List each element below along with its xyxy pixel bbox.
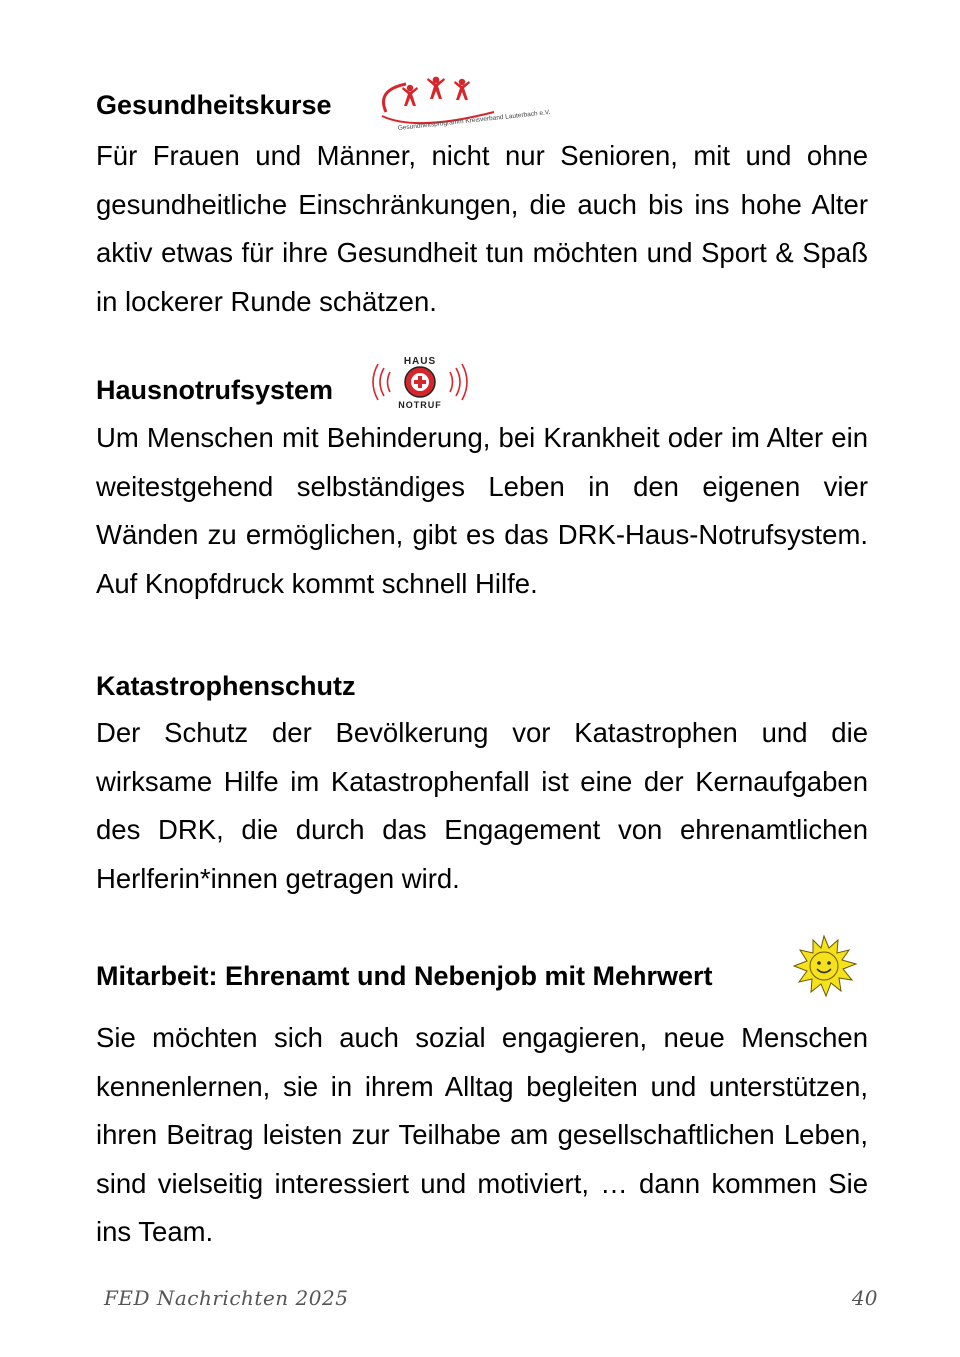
section-heading-hausnotrufsystem: Hausnotrufsystem bbox=[96, 375, 334, 405]
hausnotruf-top-text: HAUS bbox=[403, 356, 437, 367]
page-number: 40 bbox=[852, 1286, 878, 1310]
hausnotruf-logo-icon bbox=[368, 352, 472, 412]
section-heading-mitarbeit: Mitarbeit: Ehrenamt und Nebenjob mit Mehrwert bbox=[96, 961, 713, 991]
gesundheitsprogramm-logo-icon bbox=[376, 72, 551, 134]
hausnotruf-bottom-text: NOTRUF bbox=[398, 400, 442, 410]
section-body-mitarbeit: Sie möchten sich auch sozial engagieren, neue Menschen kennenlernen, sie in ihrem Alltag begleiten und unterstützen, ihren Beitrag leisten zur Teilhabe am gesellschaftlichen Leben, sind vielseitig interessiert und motiviert, … dann kommen Sie ins Team. bbox=[96, 1022, 868, 1247]
smiling-sun-icon bbox=[786, 934, 862, 1002]
section-heading-katastrophenschutz: Katastrophenschutz bbox=[96, 671, 356, 701]
section-body-katastrophenschutz: Der Schutz der Bevölkerung vor Katastrophen und die wirksame Hilfe im Katastrophenfall ist eine der Kernaufgaben des DRK, die durch das Engagement von ehrenamtlichen Herlferin*innen getragen wird. bbox=[96, 717, 868, 894]
section-body-hausnotrufsystem: Um Menschen mit Behinderung, bei Krankheit oder im Alter ein weitestgehend selbständiges Leben in den eigenen vier Wänden zu ermöglichen, gibt es das DRK-Haus-Notrufsystem. Auf Knopfdruck kommt schnell Hilfe. bbox=[96, 422, 868, 599]
gesundheitsprogramm-logo-text: Gesundheitsprogramm Kreisverband Lauterbach e.V. bbox=[397, 109, 551, 132]
footer-title: FED Nachrichten 2025 bbox=[104, 1286, 349, 1310]
section-heading-gesundheitskurse: Gesundheitskurse bbox=[96, 90, 332, 120]
section-body-gesundheitskurse: Für Frauen und Männer, nicht nur Senioren, mit und ohne gesundheitliche Einschränkungen, die auch bis ins hohe Alter aktiv etwas für ihre Gesundheit tun möchten und Sport & Spaß in lockerer Runde schätzen. bbox=[96, 140, 868, 317]
